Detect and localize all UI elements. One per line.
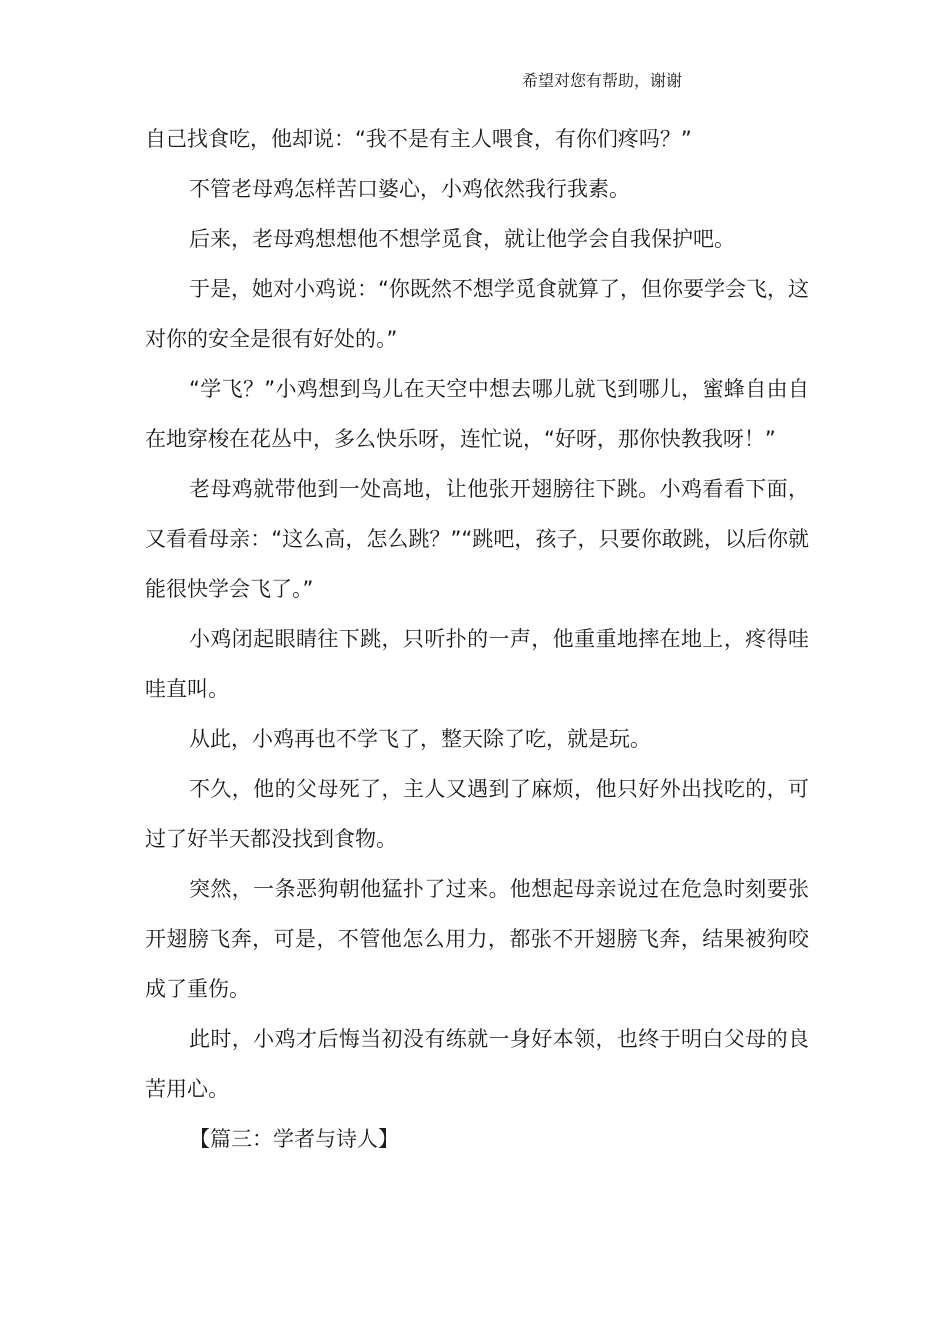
paragraph: 从此，小鸡再也不学飞了，整天除了吃，就是玩。 — [189, 727, 651, 751]
paragraph-continued: 自己找食吃，他却说：“我不是有主人喂食，有你们疼吗？” — [145, 127, 692, 151]
paragraph: 突然，一条恶狗朝他猛扑了过来。他想起母亲说过在危急时刻要张开翅膀飞奔，可是，不管他怎么用力，都张不开翅膀飞奔，结果被狗咬成了重伤。 — [145, 877, 809, 1001]
paragraph: “学飞？”小鸡想到鸟儿在天空中想去哪儿就飞到哪儿，蜜蜂自由自在地穿梭在花丛中，多么快乐呀，连忙说，“好呀，那你快教我呀！” — [145, 377, 809, 451]
paragraph: 不久，他的父母死了，主人又遇到了麻烦，他只好外出找吃的，可过了好半天都没找到食物。 — [145, 777, 809, 851]
paragraph: 后来，老母鸡想想他不想学觅食，就让他学会自我保护吧。 — [189, 227, 735, 251]
section-heading: 【篇三：学者与诗人】 — [189, 1127, 399, 1151]
paragraph: 不管老母鸡怎样苦口婆心，小鸡依然我行我素。 — [189, 177, 630, 201]
paragraph: 老母鸡就带他到一处高地，让他张开翅膀往下跳。小鸡看看下面，又看看母亲：“这么高，怎么跳？”“跳吧，孩子，只要你敢跳，以后你就能很快学会飞了。” — [145, 477, 809, 601]
paragraph: 于是，她对小鸡说：“你既然不想学觅食就算了，但你要学会飞，这对你的安全是很有好处的。” — [145, 277, 809, 351]
story-body — [145, 114, 809, 1164]
paragraph: 小鸡闭起眼睛往下跳，只听扑的一声，他重重地摔在地上，疼得哇哇直叫。 — [145, 627, 809, 701]
paragraph: 此时，小鸡才后悔当初没有练就一身好本领，也终于明白父母的良苦用心。 — [145, 1027, 809, 1101]
header-note: 希望对您有帮助，谢谢 — [522, 71, 683, 90]
